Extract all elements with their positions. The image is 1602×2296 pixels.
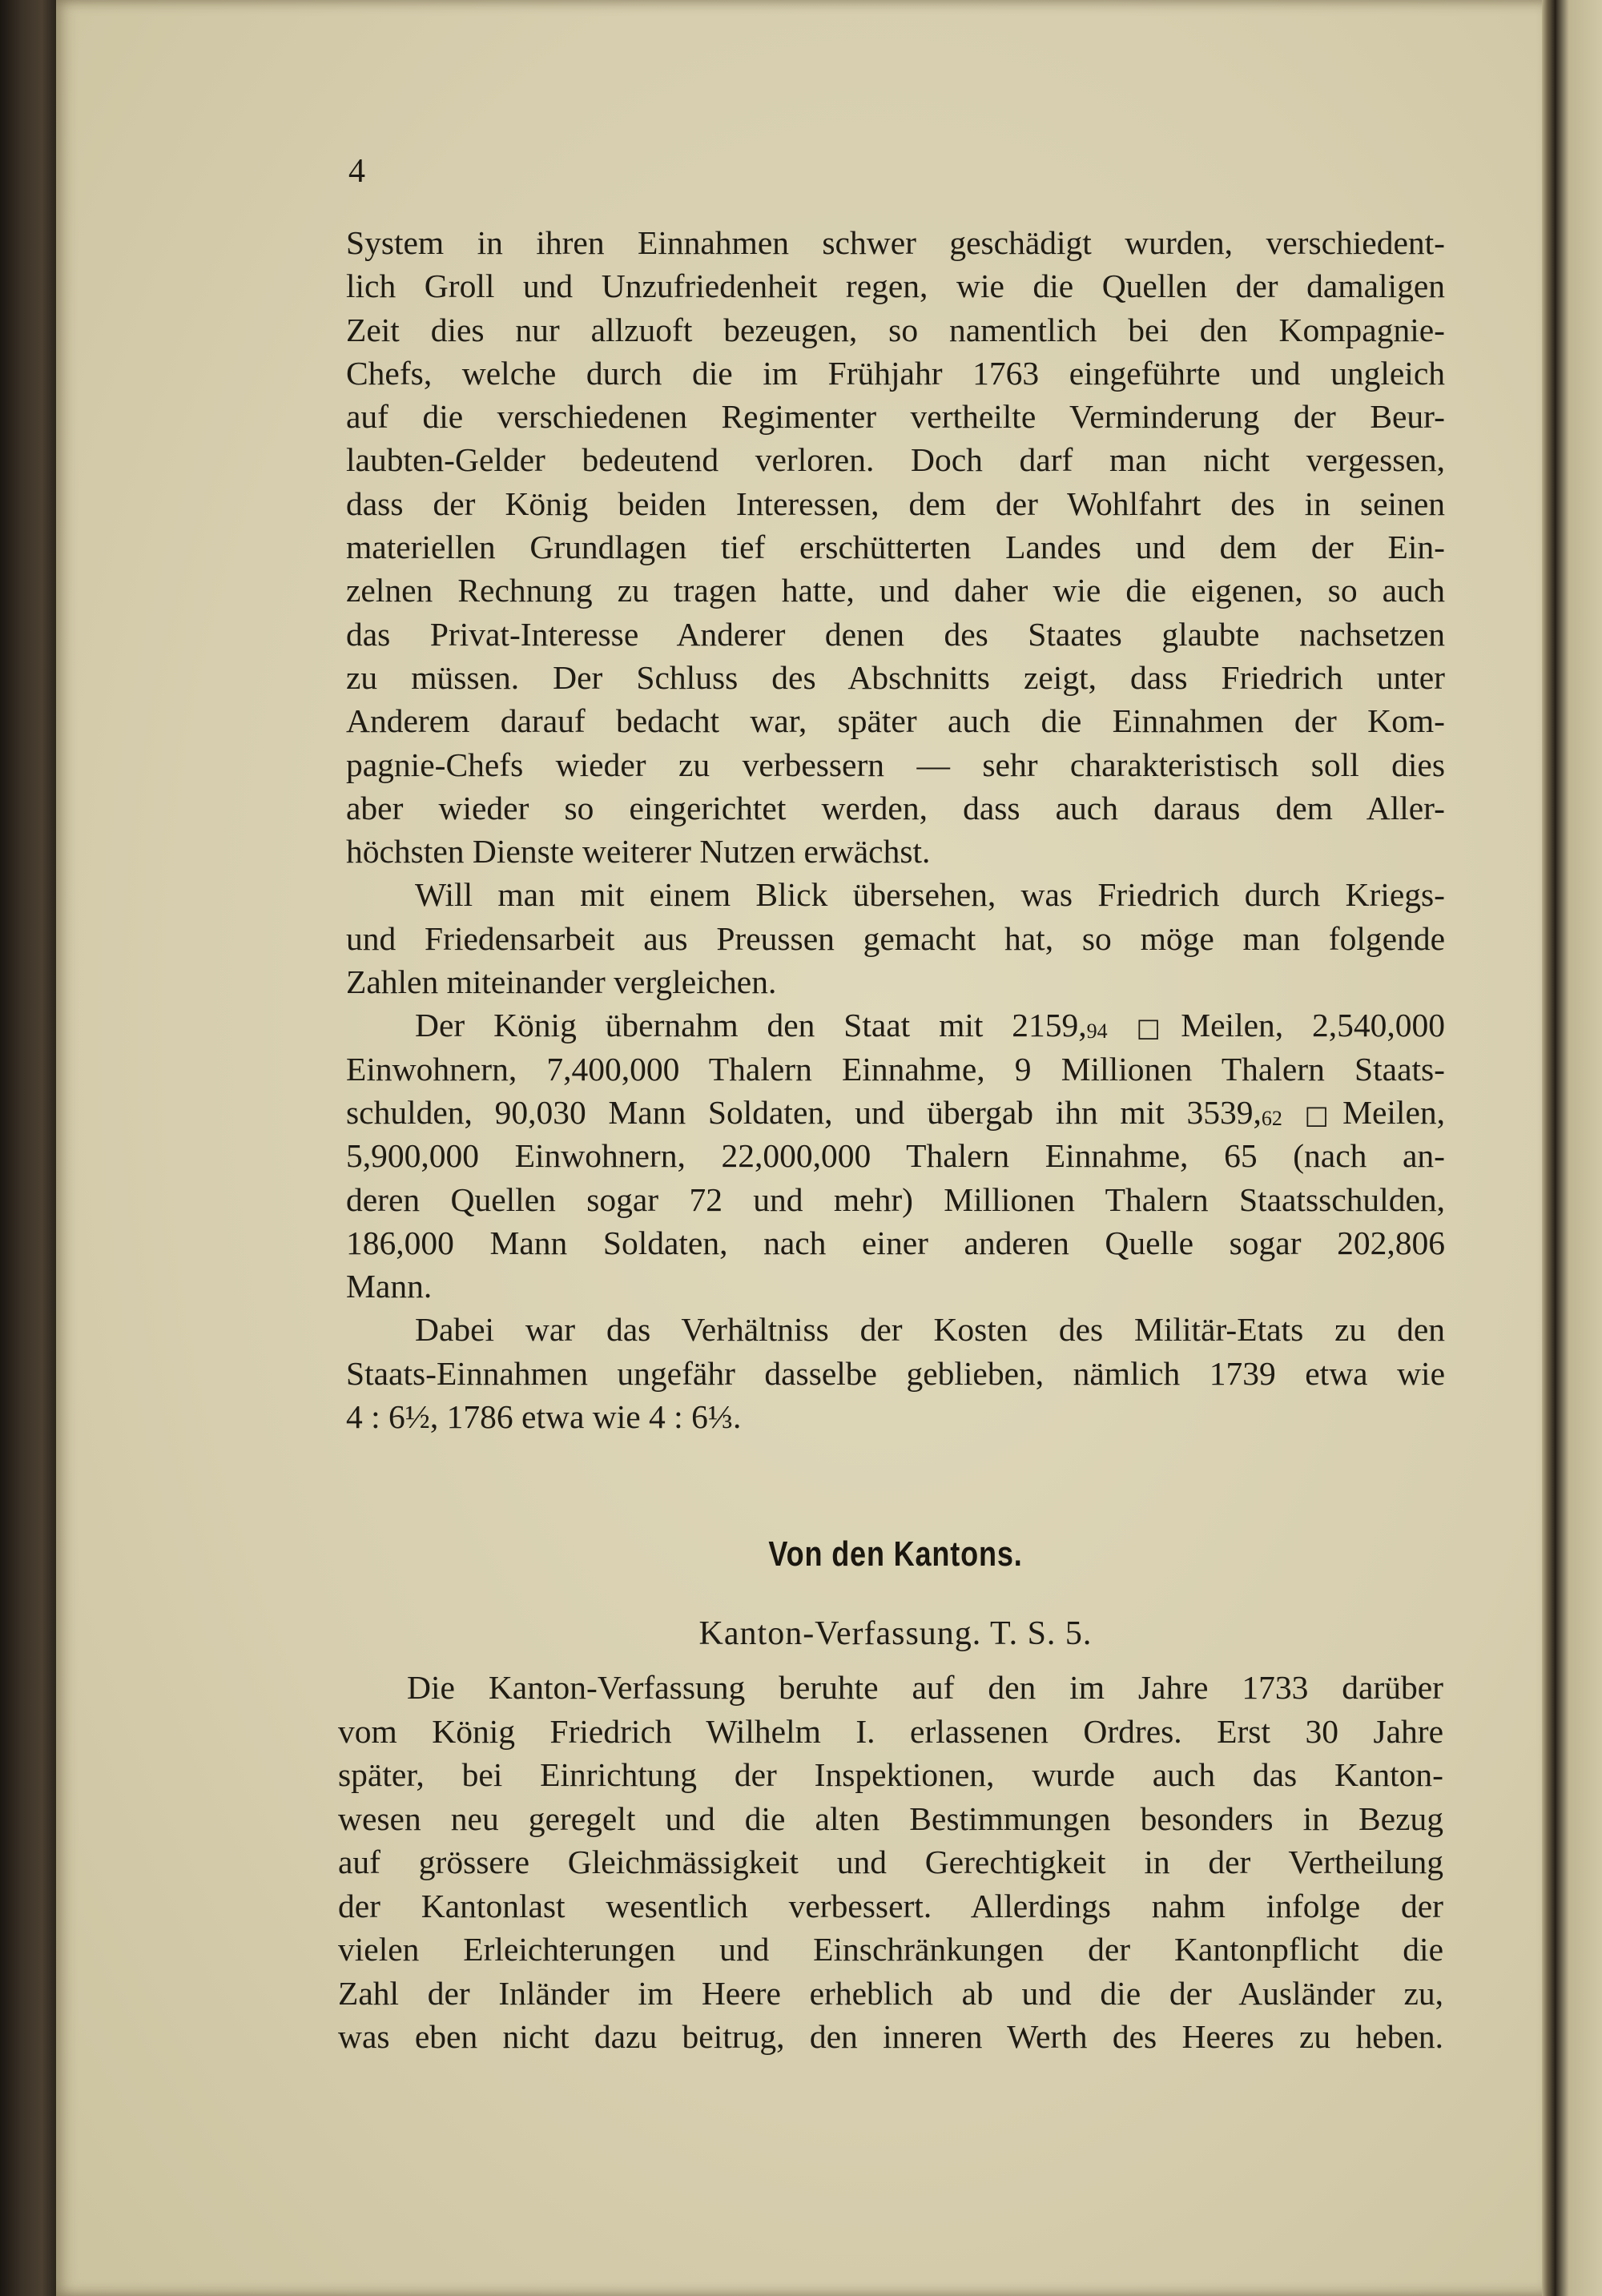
text-line: pagnie-Chefs wieder zu verbessern — sehr charakteristisch soll dies [346, 746, 1445, 783]
text-line: Zahl der Inländer im Heere erheblich ab und die der Ausländer zu, [338, 1974, 1443, 2012]
text-line: später, bei Einrichtung der Inspektionen, wurde auch das Kanton- [338, 1756, 1443, 1793]
text-line: Will man mit einem Blick übersehen, was Friedrich durch Kriegs- [415, 876, 1445, 914]
text-fragment: Meilen, [1342, 1093, 1445, 1131]
text-line: wesen neu geregelt und die alten Bestimmungen besonders in Bezug [338, 1799, 1443, 1837]
text-line: 5,900,000 Einwohnern, 22,000,000 Thalern Einnahme, 65 (nach an- [346, 1137, 1445, 1175]
text-line: was eben nicht dazu beitrug, den inneren Werth des Heeres zu heben. [338, 2018, 1443, 2055]
text-line: 4 : 6½, 1786 etwa wie 4 : 6⅓. [346, 1398, 742, 1436]
page-gutter [1542, 0, 1555, 2296]
text-line: höchsten Dienste weiterer Nutzen erwächst. [346, 833, 931, 871]
text-line: zelnen Rechnung zu tragen hatte, und daher wie die eigenen, so auch [346, 572, 1445, 609]
text-fragment: Meilen, 2,540,000 [1181, 1007, 1445, 1044]
section-subheading: Kanton-Verfassung. T. S. 5. [698, 1615, 1093, 1652]
paragraph-4 [346, 1308, 1445, 1438]
text-line [346, 1091, 1445, 1134]
text-line: der Kantonlast wesentlich verbessert. Allerdings nahm infolge der [338, 1887, 1443, 1924]
text-line: Zeit dies nur allzuoft bezeugen, so namentlich bei den Kompagnie- [346, 311, 1445, 348]
text-line: lich Groll und Unzufriedenheit regen, wie die Quellen der damaligen [346, 267, 1445, 305]
text-line: das Privat-Interesse Anderer denen des Staates glaubte nachsetzen [346, 615, 1445, 653]
text-line: vielen Erleichterungen und Einschränkungen der Kantonpflicht die [338, 1931, 1443, 1968]
text-line [346, 1003, 1445, 1047]
paragraph-1 [346, 221, 1445, 873]
paragraph-3 [346, 1003, 1445, 1308]
text-line: zu müssen. Der Schluss des Abschnitts zeigt, dass Friedrich unter [346, 658, 1445, 696]
square-symbol: □ [1304, 1099, 1343, 1130]
text-line: materiellen Grundlagen tief erschütterten Landes und dem der Ein- [346, 529, 1445, 566]
text-line: Mann. [346, 1268, 433, 1305]
text-line: Chefs, welche durch die im Frühjahr 1763 eingeführte und ungleich [346, 354, 1445, 392]
text-line: Staats-Einnahmen ungefähr dasselbe geblieben, nämlich 1739 etwa wie [346, 1354, 1445, 1392]
paragraph-2 [346, 873, 1445, 1003]
paragraph-5 [338, 1666, 1443, 2059]
square-symbol: □ [1136, 1012, 1181, 1043]
text-line: aber wieder so eingerichtet werden, dass auch daraus dem Aller- [346, 789, 1445, 826]
decimal-fraction: 62 [1261, 1106, 1282, 1130]
text-line: System in ihren Einnahmen schwer geschädigt wurden, verschiedent- [346, 224, 1445, 261]
body-text-top [346, 221, 1445, 1438]
book-binding-edge [0, 0, 56, 2296]
text-line: auf die verschiedenen Regimenter vertheilte Verminderung der Beur- [346, 398, 1445, 436]
text-line: Einwohnern, 7,400,000 Thalern Einnahme, 9 Millionen Thalern Staats- [346, 1050, 1445, 1088]
decimal-fraction: 94 [1086, 1019, 1108, 1043]
text-fragment: Der König übernahm den Staat mit 2159, [415, 1007, 1087, 1044]
text-line: Dabei war das Verhältniss der Kosten des Militär-Etats zu den [415, 1311, 1445, 1349]
text-line: und Friedensarbeit aus Preussen gemacht hat, so möge man folgende [346, 919, 1445, 957]
text-line: Die Kanton-Verfassung beruhte auf den im Jahre 1733 darüber [407, 1669, 1443, 1706]
text-fragment: schulden, 90,030 Mann Soldaten, und übergab ihn mit 3539, [346, 1093, 1262, 1131]
text-line: dass der König beiden Interessen, dem der Wohlfahrt des in seinen [346, 485, 1445, 522]
text-line: deren Quellen sogar 72 und mehr) Millionen Thalern Staatsschulden, [346, 1180, 1445, 1218]
page-number: 4 [348, 153, 365, 190]
text-line: laubten-Gelder bedeutend verloren. Doch darf man nicht vergessen, [346, 441, 1445, 479]
text-line: vom König Friedrich Wilhelm I. erlassenen Ordres. Erst 30 Jahre [338, 1712, 1443, 1750]
text-line: Anderem darauf bedacht war, später auch die Einnahmen der Kom- [346, 702, 1445, 740]
text-line: 186,000 Mann Soldaten, nach einer anderen Quelle sogar 202,806 [346, 1224, 1445, 1261]
body-text-bottom [338, 1666, 1443, 2059]
text-line: Zahlen miteinander vergleichen. [346, 963, 777, 1001]
text-line: auf grössere Gleichmässigkeit und Gerechtigkeit in der Vertheilung [338, 1844, 1443, 1880]
section-heading: Von den Kantons. [768, 1534, 1023, 1574]
adjacent-page-edge [1555, 0, 1602, 2296]
